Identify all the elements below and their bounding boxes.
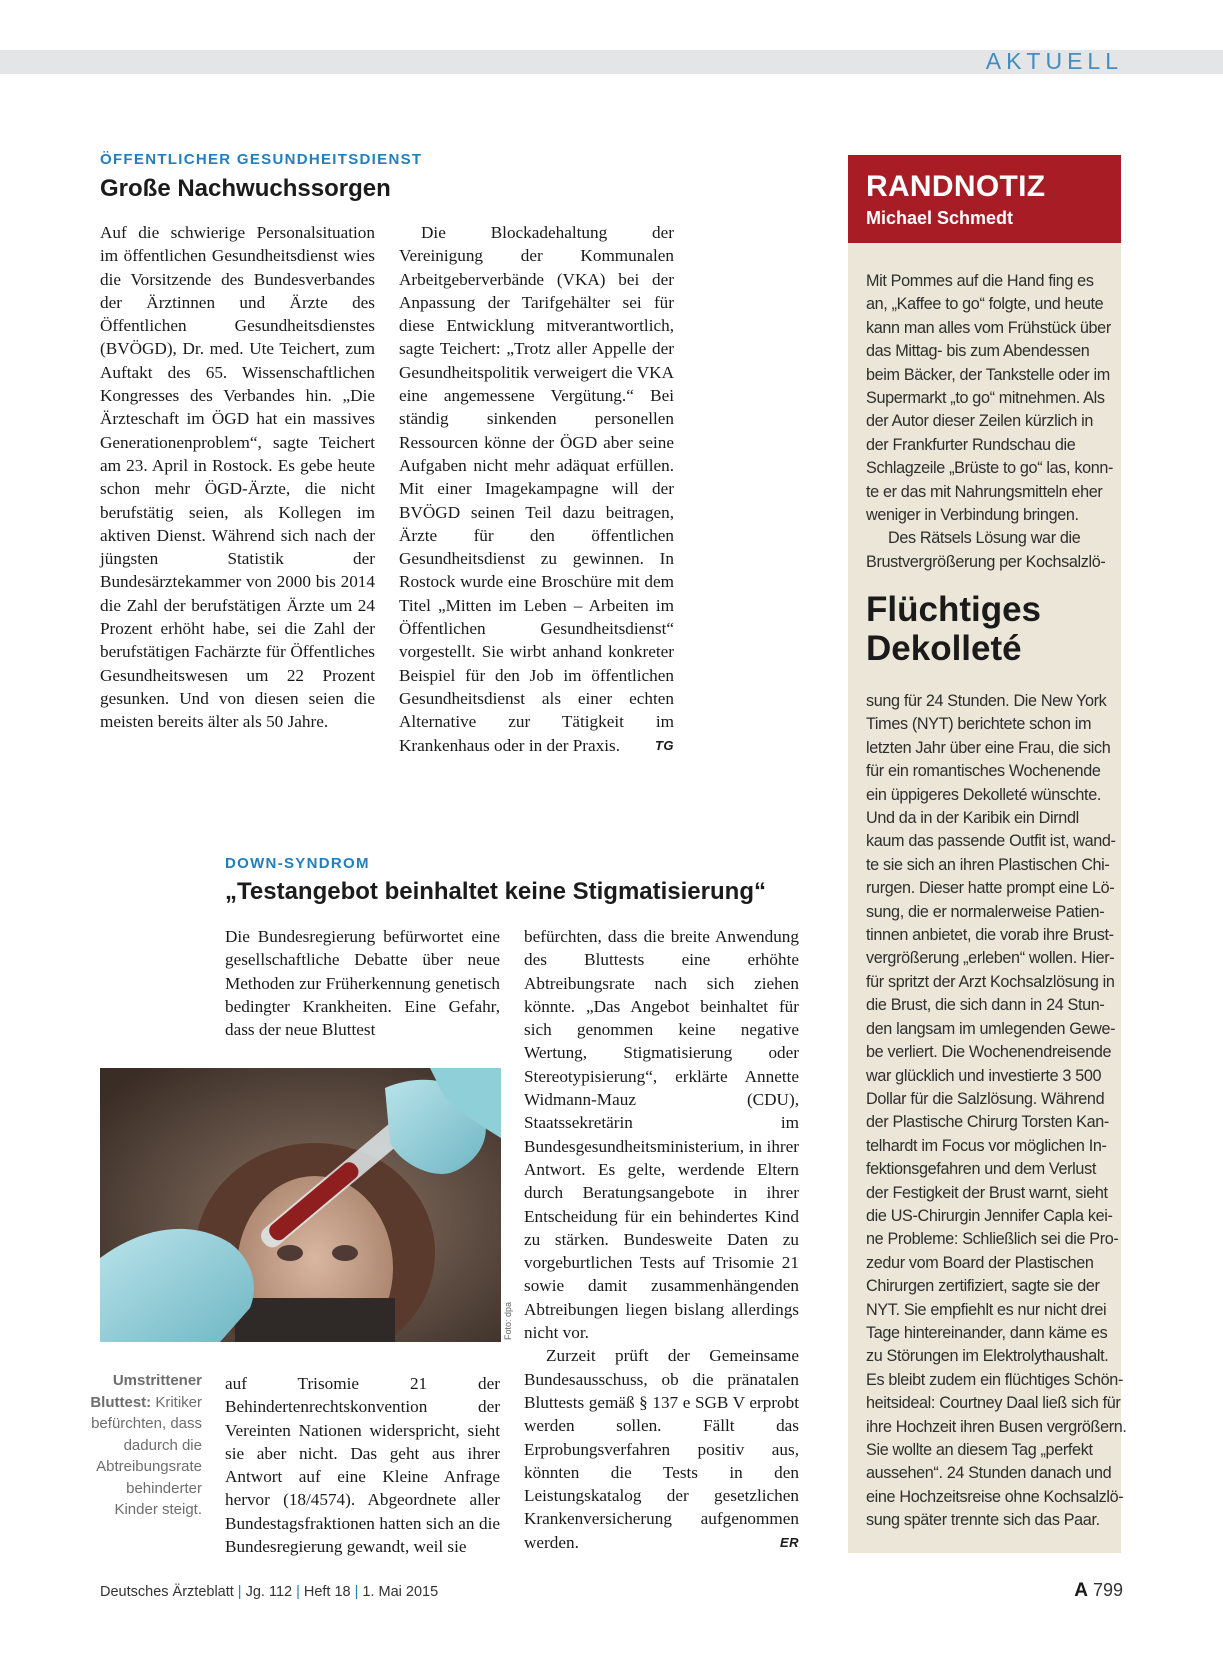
sidebar-text-line: sung, die er normalerweise Patien- [866, 902, 1105, 921]
sidebar-author: Michael Schmedt [866, 208, 1014, 228]
article1-paragraph-1: Auf die schwierige Personalsituation im öffentlichen Gesundheitsdienst wies die Vorsitzende des Bundesverbandes der Ärztinnen und Ärzte des Öffentlichen Gesundheitsdienstes (BVÖGD), Dr. med. Ute Teichert, zum Auftakt des 65. Wissenschaftlichen Kongresses des Verbandes hin. „Die Ärzteschaft im ÖGD hat ein massives Generationenproblem“, sagte Teichert am 23. April in Rostock. Es gebe heute schon mehr ÖGD-Ärzte, die nicht berufstätig seien, als Kollegen im aktiven Dienst. Während sich nach der jüngsten Statistik der Bundesärztekammer von 2000 bis 2014 die Zahl der berufstätigen Ärzte um 24 Prozent erhöht habe, sei die Zahl der berufstätigen Fachärzte für Öffentliches Gesundheitswesen um 22 Prozent gesunken. Und von diesen seien die meisten bereits älter als 50 Jahre. [100, 223, 375, 732]
sidebar-text-line: der Frankfurter Rundschau die [866, 435, 1076, 454]
footer-separator: | [354, 1584, 359, 1600]
article2-kicker: DOWN-SYNDROM [225, 855, 370, 872]
sidebar-text-line: eine Hochzeitsreise ohne Kochsalzlö- [866, 1487, 1124, 1506]
sidebar-text-line: der Autor dieser Zeilen kürzlich in [866, 412, 1094, 431]
sidebar-text-line: ihre Hochzeit ihren Busen vergrößern. [866, 1417, 1127, 1436]
footer-volume: Jg. 112 [245, 1584, 293, 1600]
caption-text: Kritiker befürchten, dass dadurch die Abtreibungsrate behinderter Kinder steigt. [91, 1393, 202, 1518]
sidebar-text-line: zu Störungen im Elektrolythaushalt. [866, 1347, 1109, 1366]
page-prefix: A [1074, 1580, 1088, 1601]
article2-paragraph-3-text: Zurzeit prüft der Gemeinsame Bundesausschuss, ob die pränatalen Bluttests gemäß § 137 e SGB V erprobt werden sollen. Fällt das Erprobungsverfahren positiv aus, könnten die Tests in den Leistungskatalog der gesetzlichen Krankenversicherung aufgenommen werden. [524, 1346, 799, 1552]
article2-column-1-top [225, 925, 500, 1041]
sidebar-text-line: an, „Kaffee to go“ folgte, und heute [866, 295, 1104, 314]
article2-paragraph-1a: Die Bundesregierung befürwortet eine gesellschaftliche Debatte über neue Methoden zur Früherkennung genetisch bedingter Krankheiten. Eine Gefahr, dass der neue Bluttest [225, 927, 500, 1040]
sidebar-text-line: Tage hintereinander, dann käme es [866, 1323, 1108, 1342]
sidebar-text-line: weniger in Verbindung bringen. [866, 506, 1079, 525]
sidebar-text-line: Und da in der Karibik ein Dirndl [866, 809, 1079, 828]
footer-separator: | [237, 1584, 242, 1600]
footer [100, 1584, 438, 1600]
article1-paragraph-2-text: Die Blockadehaltung der Vereinigung der Kommunalen Arbeitgeberverbände (VKA) bei der Anpassung der Tarifgehälter sei für diese Entwicklung mitverantwortlich, sagte Teichert: „Trotz aller Appelle der Gesundheitspolitik verweigert die VKA eine angemessene Vergütung.“ Bei ständig sinkenden personellen Ressourcen könne der ÖGD aber seine Aufgaben nicht mehr adäquat erfüllen. Mit einer Imagekampagne will der BVÖGD seinen Teil dazu beitragen, Ärzte für den öffentlichen Gesundheitsdienst zu gewinnen. In Rostock wurde eine Broschüre mit dem Titel „Mitten im Leben – Arbeiten im Öffentlichen Gesundheitsdienst“ vorgestellt. Sie wirbt anhand konkreter Beispiel für den Job im öffentlichen Gesundheitsdienst als einer echten Alternative zur Tätigkeit im Krankenhaus oder in der Praxis. [399, 223, 674, 755]
sidebar-text-line: der Plastische Chirurg Torsten Kan- [866, 1113, 1109, 1132]
sidebar-text-line: vergrößerung „erleben“ wollen. Hier- [866, 949, 1115, 968]
sidebar-text-line: Schlagzeile „Brüste to go“ las, konn- [866, 459, 1114, 478]
sidebar-text-line: zedur vom Board der Plastischen [866, 1253, 1094, 1272]
sidebar-text-line: die US-Chirurgin Jennifer Capla kei- [866, 1206, 1113, 1225]
sidebar-text-line: Brustvergrößerung per Kochsalzlö- [866, 552, 1106, 571]
sidebar-text-line: für spritzt der Arzt Kochsalzlösung in [866, 972, 1115, 991]
sidebar-text-bottom [866, 690, 1127, 1533]
page-number-value: 799 [1092, 1580, 1123, 1600]
sidebar-text-line: fektionsgefahren und dem Verlust [866, 1160, 1096, 1179]
sidebar-text-line: Supermarkt „to go“ mitnehmen. Als [866, 389, 1105, 408]
footer-issue: Heft 18 [303, 1584, 351, 1600]
article2-headline: „Testangebot beinhaltet keine Stigmatisierung“ [225, 878, 766, 905]
sidebar-text-line: kann man alles vom Frühstück über [866, 318, 1111, 337]
bloodtest-photo [100, 1068, 501, 1342]
sidebar-text-line: rurgen. Dieser hatte prompt eine Lö- [866, 879, 1115, 898]
sidebar-text-line: ne Probleme: Schließlich sei die Pro- [866, 1230, 1119, 1249]
sidebar-text-top [866, 270, 1114, 574]
sidebar-text-line: heitsideal: Courtney Daal ließ sich für [866, 1394, 1121, 1413]
sidebar-text-line: sung für 24 Stunden. Die New York [866, 692, 1107, 710]
sidebar-text-line: für ein romantisches Wochenende [866, 762, 1101, 781]
sidebar-text-line: letzten Jahr über eine Frau, die sich [866, 738, 1111, 757]
sidebar-text-line: Des Rätsels Lösung war die [888, 529, 1081, 548]
photo-caption [80, 1370, 202, 1521]
article1-column-2 [399, 221, 674, 757]
sidebar-text-line: beim Bäcker, der Tankstelle oder im [866, 365, 1110, 384]
sidebar-text-line: das Mittag- bis zum Abendessen [866, 342, 1090, 361]
sidebar-text-line: kaum das passende Outfit ist, wand- [866, 832, 1116, 851]
sidebar-text-line: Sie wollte an diesem Tag „perfekt [866, 1441, 1093, 1459]
sidebar-text-line: tinnen anbietet, die vorab ihre Brust- [866, 926, 1114, 945]
article2-paragraph-1b: auf Trisomie 21 der Behindertenrechtskonvention der Vereinten Nationen widerspricht, sieht sie aber nicht. Das geht aus ihrer Antwort auf eine Kleine Anfrage hervor (18/4574). Abgeordnete aller Bundestagsfraktionen hatten sich an die Bundesregierung gewandt, weil sie [225, 1374, 500, 1557]
sidebar-text-line: Es bleibt zudem ein flüchtiges Schön- [866, 1370, 1123, 1389]
bloodtest-photo-illustration [100, 1068, 501, 1342]
article2-column-2 [524, 925, 799, 1554]
section-label: AKTUELL [985, 48, 1123, 74]
footer-journal: Deutsches Ärzteblatt [100, 1584, 234, 1600]
article2-signature: ER [779, 1534, 799, 1550]
sidebar-text-line: Dollar für die Salzlösung. Während [866, 1089, 1105, 1108]
photo-credit [501, 1290, 517, 1340]
sidebar-headline [866, 590, 1041, 668]
sidebar-text-line: Times (NYT) berichtete schon im [866, 715, 1092, 734]
article2-paragraph-3 [524, 1344, 799, 1554]
sidebar-text-line: der Festigkeit der Brust warnt, sieht [866, 1183, 1108, 1202]
article1-paragraph-2 [399, 221, 674, 757]
sidebar-text-line: Mit Pommes auf die Hand fing es [866, 272, 1094, 290]
sidebar-text-line: sung später trennte sich das Paar. [866, 1511, 1100, 1530]
sidebar-headline-line-1: Flüchtiges [866, 590, 1042, 629]
sidebar-text-line: Chirurgen zertifiziert, sagte sie der [866, 1277, 1100, 1296]
sidebar-text-line: be verliert. Die Wochenendreisende [866, 1043, 1112, 1062]
sidebar-text-line: NYT. Sie empfiehlt es nur nicht drei [866, 1300, 1107, 1319]
sidebar-text-line: telhardt im Focus vor möglichen In- [866, 1136, 1107, 1155]
footer-date: 1. Mai 2015 [362, 1584, 439, 1600]
sidebar-headline-line-2: Dekolleté [866, 629, 1022, 668]
sidebar-text-line: te er das mit Nahrungsmitteln eher [866, 482, 1103, 501]
article1-headline: Große Nachwuchssorgen [100, 175, 391, 202]
article1-column-1 [100, 221, 375, 734]
article1-signature: TG [654, 737, 674, 753]
footer-separator: | [296, 1584, 300, 1600]
article2-paragraph-2: befürchten, dass die breite Anwendung des Bluttests eine erhöhte Abtreibungsrate nach sich ziehen könnte. „Das Angebot beinhaltet für sich genommen keine negative Wertung, Stigmatisierung oder Stereotypisierung“, erklärte Annette Widmann-Mauz (CDU), Staatssekretärin im Bundesgesundheitsministerium, in ihrer Antwort. Es gelte, werdende Eltern durch Beratungsangebote in ihrer Entscheidung für ein behindertes Kind zu stärken. Bundesweite Daten zu vorgeburtlichen Tests auf Trisomie 21 sowie damit zusammenhängenden Abtreibungen liegen bislang allerdings nicht vor. [524, 927, 799, 1343]
sidebar-title: RANDNOTIZ [866, 170, 1046, 203]
sidebar-text-line: ein üppigeres Dekolleté wünschte. [866, 785, 1102, 804]
sidebar-text-line: die Brust, die sich dann in 24 Stun- [866, 996, 1105, 1015]
sidebar-text-line: aussehen“. 24 Stunden danach und [866, 1464, 1112, 1483]
sidebar-text-line: te sie sich an ihren Plastischen Chi- [866, 855, 1110, 874]
page-number [1074, 1580, 1123, 1602]
sidebar-text-line: den langsam im umlegenden Gewe- [866, 1019, 1116, 1038]
article1-kicker: ÖFFENTLICHER GESUNDHEITSDIENST [100, 151, 423, 168]
caption-title: Umstrittener Bluttest: [90, 1372, 202, 1411]
photo-credit-text: Foto: dpa [503, 1301, 513, 1340]
sidebar-text-line: war glücklich und investierte 3 500 [866, 1066, 1102, 1085]
article2-column-1-bottom [225, 1372, 500, 1558]
